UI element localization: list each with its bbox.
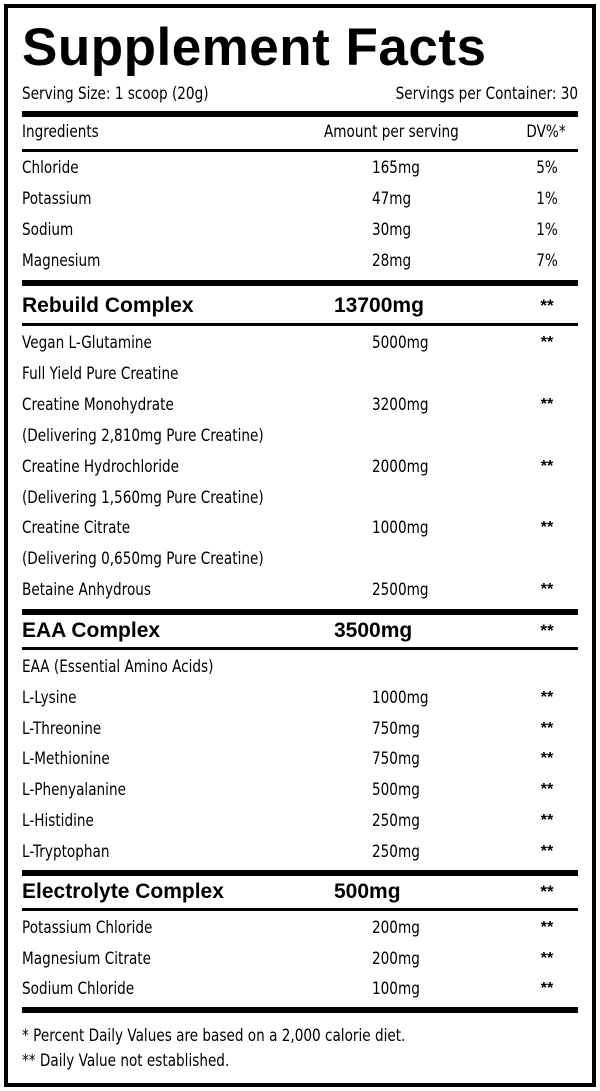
serving-size: Serving Size: 1 scoop (20g) [22, 84, 209, 104]
footnote-text: ** Daily Value not established. [22, 1051, 230, 1071]
ingredient-amount: 2500mg [372, 580, 429, 600]
ingredient-name: Creatine Hydrochloride [22, 457, 179, 477]
section-dv: ** [540, 296, 554, 315]
divider-thick [22, 111, 578, 117]
ingredient-dv: ** [540, 950, 554, 967]
ingredient-dv: ** [540, 750, 554, 767]
ingredient-dv: ** [540, 980, 554, 997]
table-row [22, 485, 578, 511]
table-row [22, 248, 578, 274]
table-row [22, 330, 578, 356]
ingredient-dv: ** [540, 581, 554, 598]
ingredient-name: Betaine Anhydrous [22, 580, 151, 600]
ingredient-amount: 3200mg [372, 395, 429, 415]
ingredient-name: L-Lysine [22, 688, 77, 708]
ingredient-name: L-Methionine [22, 749, 110, 769]
ingredient-name: (Delivering 0,650mg Pure Creatine) [22, 549, 264, 569]
ingredient-amount: 30mg [372, 220, 412, 240]
ingredient-name: Chloride [22, 158, 79, 178]
ingredient-amount: 165mg [372, 158, 420, 178]
table-row [22, 654, 578, 680]
table-row [22, 186, 578, 212]
table-row [22, 839, 578, 865]
ingredient-name: Sodium Chloride [22, 979, 135, 999]
table-row [22, 155, 578, 181]
ingredient-dv: 1% [536, 220, 558, 240]
table-row [22, 716, 578, 742]
ingredient-name: Creatine Citrate [22, 518, 131, 538]
header-dv: DV%* [526, 122, 566, 142]
ingredient-amount: 100mg [372, 979, 420, 999]
footnote-text: * Percent Daily Values are based on a 2,000 calorie diet. [22, 1026, 406, 1046]
panel-content [22, 8, 578, 1083]
ingredient-dv: ** [540, 458, 554, 475]
supplement-facts-panel [4, 4, 596, 1087]
ingredient-amount: 1000mg [372, 688, 429, 708]
table-row [22, 915, 578, 941]
ingredient-name: L-Phenyalanine [22, 780, 126, 800]
table-row [22, 454, 578, 480]
section-header-rebuild [22, 291, 578, 321]
ingredient-dv: 1% [536, 189, 558, 209]
ingredient-dv: ** [540, 720, 554, 737]
section-dv: ** [540, 621, 554, 640]
ingredient-dv: ** [540, 812, 554, 829]
section-title: Electrolyte Complex [22, 880, 224, 903]
divider-thick [22, 870, 578, 876]
ingredient-name: L-Threonine [22, 719, 102, 739]
divider-thick [22, 1007, 578, 1013]
ingredient-name: Vegan L-Glutamine [22, 333, 152, 353]
table-row [22, 976, 578, 1002]
table-row [22, 808, 578, 834]
ingredient-dv: ** [540, 919, 554, 936]
ingredient-name: L-Histidine [22, 811, 94, 831]
ingredient-dv: ** [540, 519, 554, 536]
ingredient-name: Sodium [22, 220, 74, 240]
section-amount: 500mg [334, 880, 401, 903]
footnote-dv [22, 1024, 578, 1048]
ingredient-amount: 1000mg [372, 518, 429, 538]
ingredient-amount: 250mg [372, 842, 420, 862]
table-row [22, 546, 578, 572]
section-dv: ** [540, 882, 554, 901]
table-row [22, 577, 578, 603]
ingredient-dv: 5% [536, 158, 558, 178]
table-row [22, 946, 578, 972]
divider [22, 908, 578, 911]
header-ingredients: Ingredients [22, 122, 99, 142]
ingredient-amount: 200mg [372, 918, 420, 938]
ingredient-name: Magnesium [22, 251, 101, 271]
table-row [22, 746, 578, 772]
table-row [22, 392, 578, 418]
divider-thick [22, 609, 578, 615]
ingredient-name: EAA (Essential Amino Acids) [22, 657, 214, 677]
section-header-electrolyte [22, 877, 578, 907]
ingredient-dv: ** [540, 781, 554, 798]
column-header-row [22, 119, 578, 145]
ingredient-amount: 28mg [372, 251, 412, 271]
ingredient-dv: ** [540, 843, 554, 860]
ingredient-dv: ** [540, 334, 554, 351]
ingredient-amount: 750mg [372, 749, 420, 769]
ingredient-name: Potassium Chloride [22, 918, 153, 938]
ingredient-amount: 2000mg [372, 457, 429, 477]
divider [22, 149, 578, 152]
table-row [22, 217, 578, 243]
section-header-eaa [22, 616, 578, 646]
footnote-not-established [22, 1049, 578, 1073]
serving-info [22, 81, 578, 107]
divider [22, 323, 578, 326]
ingredient-amount: 47mg [372, 189, 412, 209]
section-amount: 3500mg [334, 619, 413, 642]
ingredient-amount: 750mg [372, 719, 420, 739]
table-row [22, 423, 578, 449]
ingredient-name: Creatine Monohydrate [22, 395, 174, 415]
ingredient-name: Potassium [22, 189, 92, 209]
table-row [22, 777, 578, 803]
ingredient-amount: 200mg [372, 949, 420, 969]
ingredient-amount: 500mg [372, 780, 420, 800]
ingredient-name: L-Tryptophan [22, 842, 110, 862]
section-amount: 13700mg [334, 294, 424, 317]
table-row [22, 685, 578, 711]
table-row [22, 515, 578, 541]
ingredient-dv: ** [540, 396, 554, 413]
ingredient-amount: 5000mg [372, 333, 429, 353]
ingredient-name: Full Yield Pure Creatine [22, 364, 179, 384]
ingredient-name: Magnesium Citrate [22, 949, 151, 969]
ingredient-dv: 7% [536, 251, 558, 271]
ingredient-name: (Delivering 1,560mg Pure Creatine) [22, 488, 264, 508]
ingredient-dv: ** [540, 689, 554, 706]
divider-thick [22, 280, 578, 286]
divider [22, 647, 578, 650]
section-title: Rebuild Complex [22, 294, 194, 317]
ingredient-amount: 250mg [372, 811, 420, 831]
header-amount: Amount per serving [324, 122, 459, 142]
section-title: EAA Complex [22, 619, 161, 642]
panel-title: Supplement Facts [22, 18, 487, 77]
servings-per-container: Servings per Container: 30 [395, 84, 578, 104]
table-row [22, 361, 578, 387]
ingredient-name: (Delivering 2,810mg Pure Creatine) [22, 426, 264, 446]
